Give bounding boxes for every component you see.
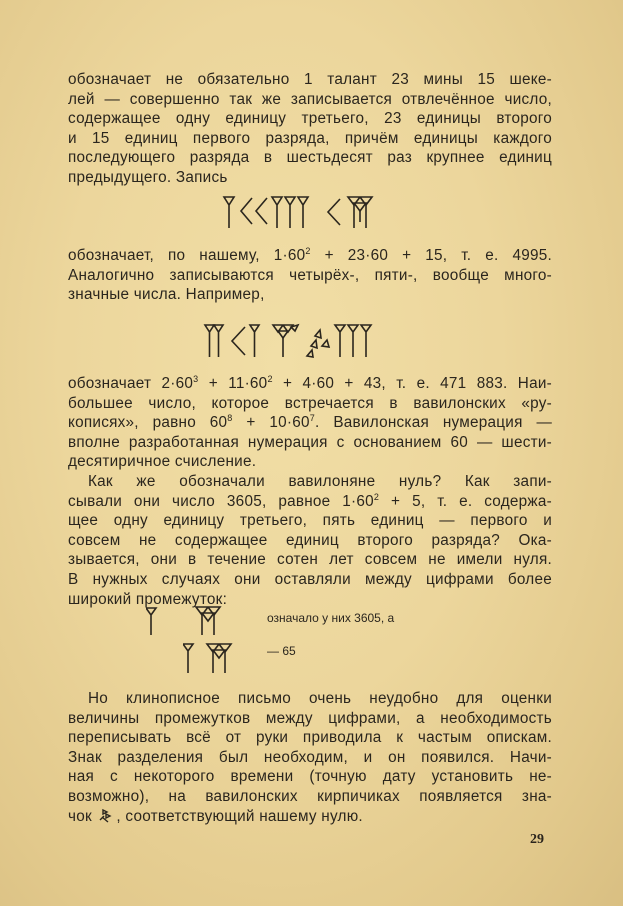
text-line: возможно), на вавилонских кирпичиках появляется зна- xyxy=(68,787,552,805)
caption-3605: означало у них 3605, а xyxy=(267,611,395,625)
text-line: совсем не содержащее единиц второго разряда? Ока- xyxy=(68,531,552,549)
caption-65: — 65 xyxy=(267,644,296,658)
text-line: и 15 единиц первого разряда, причём единицы каждого xyxy=(68,129,552,147)
page-number: 29 xyxy=(530,832,544,847)
cuneiform-glyphs-icon xyxy=(222,194,402,230)
text-line: переписывать всё от руки приводила к частым опискам. xyxy=(68,729,552,747)
paragraph-zero-question xyxy=(68,472,552,609)
text-line: щее одну единицу третьего, пять единиц — первого и xyxy=(68,512,552,530)
text-line: Аналогично записываются четырёх-, пяти-, вообще много- xyxy=(68,266,552,284)
text-line: обозначает $2\cdot 60^3 + 11\cdot 60^2 + 4\cdot 60 + 43$, т. е. 471 883. Наи- xyxy=(68,374,552,392)
cuneiform-glyphs-icon xyxy=(203,322,413,360)
text-line: обозначает не обязательно 1 талант 23 мины 15 шеке- xyxy=(68,71,552,88)
text-line: зывается, они в течение сотен лет совсем не имели нуля. xyxy=(68,551,552,569)
cuneiform-number-4995 xyxy=(222,194,402,230)
paragraph-471883-explanation xyxy=(68,374,552,472)
text-line: большее число, которое встречается в вавилонских «ру- xyxy=(68,394,552,412)
cuneiform-number-471883 xyxy=(203,322,413,360)
text-line: значные числа. Например, xyxy=(68,286,265,304)
text-line: величины промежутков между цифрами, а необходимость xyxy=(68,709,552,727)
text-line: ная с некоторого времени (точную дату установить не- xyxy=(68,768,552,786)
paragraph-4995-explanation xyxy=(68,246,552,305)
text-line: Но клинописное письмо очень неудобно для оценки xyxy=(88,690,552,707)
text-line: десятиричное счисление. xyxy=(68,453,257,471)
babylonian-zero-icon xyxy=(98,808,114,824)
text-line: Как же обозначали вавилоняне нуль? Как запи- xyxy=(88,473,552,490)
paragraph-zero-sign xyxy=(68,689,552,826)
cuneiform-glyphs-icon xyxy=(146,605,266,637)
text-line: кописях», равно $60^8 + 10\cdot 60^7$. Вавилонская нумерация — xyxy=(68,413,552,432)
text-line: содержащее одну единицу третьего, 23 единицы второго xyxy=(68,110,552,128)
text-line: обозначает, по нашему, $1\cdot 60^2 + 23\cdot 60 + 15$, т. е. 4995. xyxy=(68,246,552,264)
text-line: предыдущего. Запись xyxy=(68,168,228,186)
text-line: широкий промежуток: xyxy=(68,590,228,608)
text-line: сывали они число 3605, равное $1\cdot 60^2 + 5$, т. е. содержа- xyxy=(68,491,553,510)
text-line: чок , соответствующий нашему нулю. xyxy=(68,807,363,825)
text-line: вполне разработанная нумерация с основанием 60 — шести- xyxy=(68,433,552,451)
text-line: Знак разделения был необходим, и он появился. Начи- xyxy=(68,748,552,766)
cuneiform-number-65 xyxy=(183,641,263,675)
cuneiform-glyphs-icon xyxy=(183,641,263,675)
paragraph-talent-example xyxy=(68,70,552,188)
text-line: В нужных случаях они оставляли между цифрами более xyxy=(68,570,552,588)
text-line: последующего разряда в шестьдесят раз крупнее единиц xyxy=(68,149,552,167)
text-line: лей — совершенно так же записывается отвлечённое число, xyxy=(68,90,552,108)
cuneiform-number-3605 xyxy=(146,605,266,637)
